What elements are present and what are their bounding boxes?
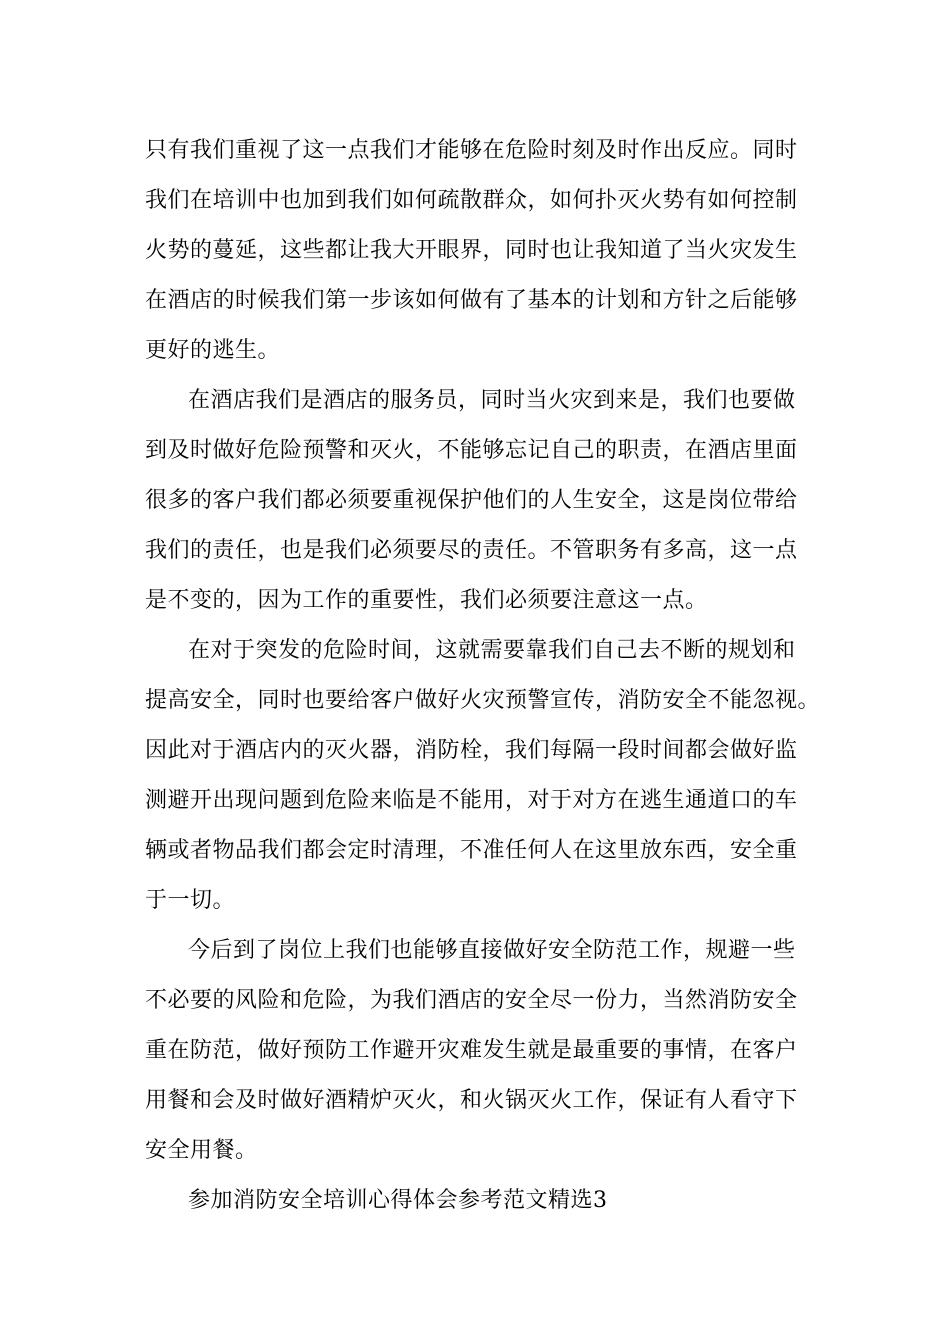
paragraph-line: 在对于突发的危险时间，这就需要靠我们自己去不断的规划和 <box>188 638 796 663</box>
paragraph-line: 于一切。 <box>145 888 236 913</box>
paragraph-line: 安全用餐。 <box>145 1138 258 1163</box>
paragraph-line: 是不变的，因为工作的重要性，我们必须要注意这一点。 <box>145 588 708 613</box>
paragraph-line: 我们在培训中也加到我们如何疏散群众，如何扑灭火势有如何控制 <box>145 188 798 213</box>
section-title: 参加消防安全培训心得体会参考范文精选3 <box>188 1188 608 1213</box>
paragraph-line: 提高安全，同时也要给客户做好火灾预警宣传，消防安全不能忽视。 <box>145 688 821 713</box>
paragraph-line: 更好的逃生。 <box>145 338 281 363</box>
paragraph-line: 用餐和会及时做好酒精炉灭火，和火锅灭火工作，保证有人看守下 <box>145 1088 798 1113</box>
paragraph-line: 测避开出现问题到危险来临是不能用，对于对方在逃生通道口的车 <box>145 788 798 813</box>
paragraph-line: 今后到了岗位上我们也能够直接做好安全防范工作，规避一些 <box>188 938 796 963</box>
paragraph-line: 只有我们重视了这一点我们才能够在危险时刻及时作出反应。同时 <box>145 138 798 163</box>
paragraph-line: 辆或者物品我们都会定时清理，不准任何人在这里放东西，安全重 <box>145 838 798 863</box>
paragraph-line: 重在防范，做好预防工作避开灾难发生就是最重要的事情，在客户 <box>145 1038 798 1063</box>
paragraph-line: 不必要的风险和危险，为我们酒店的安全尽一份力，当然消防安全 <box>145 988 798 1013</box>
paragraph-line: 到及时做好危险预警和灭火，不能够忘记自己的职责，在酒店里面 <box>145 438 798 463</box>
paragraph-line: 因此对于酒店内的灭火器，消防栓，我们每隔一段时间都会做好监 <box>145 738 798 763</box>
paragraph-line: 火势的蔓延，这些都让我大开眼界，同时也让我知道了当火灾发生 <box>145 238 798 263</box>
paragraph-line: 在酒店的时候我们第一步该如何做有了基本的计划和方针之后能够 <box>145 288 798 313</box>
paragraph-line: 在酒店我们是酒店的服务员，同时当火灾到来是，我们也要做 <box>188 388 796 413</box>
paragraph-line: 很多的客户我们都必须要重视保护他们的人生安全，这是岗位带给 <box>145 488 798 513</box>
paragraph-line: 我们的责任，也是我们必须要尽的责任。不管职务有多高，这一点 <box>145 538 798 563</box>
